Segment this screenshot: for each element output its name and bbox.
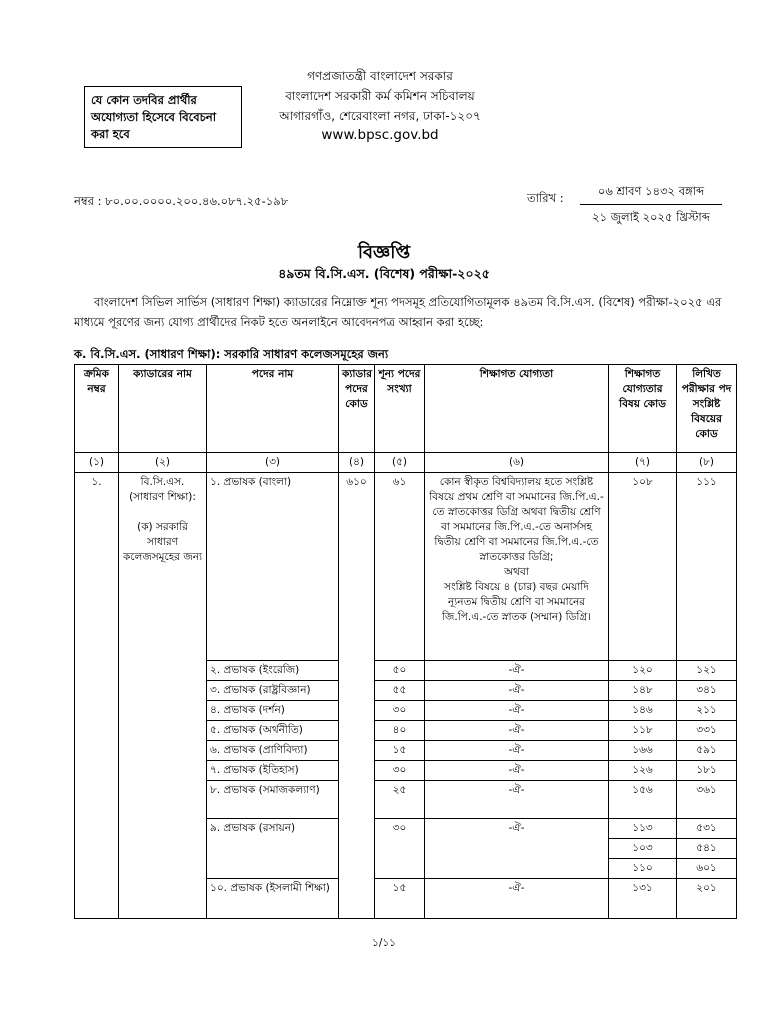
qualification-main: কোন স্বীকৃত বিশ্ববিদ্যালয় হতে সংশ্লিষ্ট বিষয়ে প্রথম শ্রেণি বা সমমানের জি.পি.এ.-তে স্নাতকোত্তর ডিগ্রি অথবা দ্বিতীয় শ্রেণি বা সমমানের জি.পি.এ.-তে অনার্সসহ দ্বিতীয় শ্রেণি বা সমমানের জি.পি.এ.-তে স্নাতকোত্তর ডিগ্রি; [429, 476, 604, 563]
written-code-cell: ৩৪১ [677, 681, 737, 701]
date-english: ২১ জুলাই ২০২৫ খ্রিস্টাব্দ [592, 210, 710, 224]
intro-paragraph: বাংলাদেশ সিভিল সার্ভিস (সাধারণ শিক্ষা) ক্যাডারের নিম্নোক্ত শূন্য পদসমূহ প্রতিযোগিতামূলক ৪৯তম বি.সি.এস. (বিশেষ) পরীক্ষা-২০২৫ এর মাধ্যমে পূরণের জন্য যোগ্য প্রার্থীদের নিকট হতে অনলাইনে আবেদনপত্র আহ্বান করা হচ্ছে: [74, 295, 722, 329]
written-code-cell: ১১১ [677, 473, 737, 661]
header-qualification: শিক্ষাগত যোগ্যতা [425, 365, 609, 453]
written-code-cell: ৫৯১ [677, 741, 737, 761]
qualification-cell: -ঐ- [425, 879, 609, 919]
date-block [580, 183, 722, 228]
edu-code-cell: ১৩১ [609, 879, 677, 919]
edu-code-cell: ১১৩ [609, 819, 677, 839]
written-code-cell: ৩৬১ [677, 781, 737, 819]
edu-code-cell: ১১৮ [609, 721, 677, 741]
written-code-cell: ৬০১ [677, 859, 737, 879]
vacancy-cell: ২৫ [375, 781, 425, 819]
vacancy-cell: ৪০ [375, 721, 425, 741]
post-cell: ৭. প্রভাষক (ইতিহাস) [207, 761, 339, 781]
qualification-or: অথবা [504, 566, 529, 578]
serial-cell: ১. [75, 473, 119, 919]
col-number: (৮) [677, 453, 737, 473]
header-address: আগারগাঁও, শেরেবাংলা নগর, ঢাকা-১২০৭ [279, 109, 481, 123]
vacancy-cell: ১৫ [375, 741, 425, 761]
header-edu-code: শিক্ষাগত যোগ্যতার বিষয় কোড [609, 365, 677, 453]
cadre-code-cell: ৬১০ [339, 473, 375, 919]
qualification-cell: -ঐ- [425, 681, 609, 701]
post-cell: ১. প্রভাষক (বাংলা) [207, 473, 339, 661]
written-code-cell: ১৮১ [677, 761, 737, 781]
page-number: ১/১১ [372, 937, 396, 949]
edu-code-cell: ১৪৬ [609, 701, 677, 721]
memo-number: নম্বর : ৮০.০০.০০০০.২০০.৪৬.০৮৭.২৫-১৯৮ [74, 194, 289, 208]
header-post: পদের নাম [207, 365, 339, 453]
col-number: (৬) [425, 453, 609, 473]
qualification-cell: -ঐ- [425, 701, 609, 721]
edu-code-cell: ১৫৬ [609, 781, 677, 819]
notice-title: বিজ্ঞপ্তি [357, 242, 411, 263]
post-cell: ৫. প্রভাষক (অর্থনীতি) [207, 721, 339, 741]
header-government: গণপ্রজাতন্ত্রী বাংলাদেশ সরকার [307, 69, 453, 83]
cadre-cell [119, 473, 207, 919]
col-number: (১) [75, 453, 119, 473]
header-serial: ক্রমিক নম্বর [75, 365, 119, 453]
col-number: (২) [119, 453, 207, 473]
cadre-sub: (ক) সরকারি সাধারণ কলেজসমূহের জন্য [122, 521, 203, 563]
written-code-cell: ৫৪১ [677, 839, 737, 859]
qualification-cell: -ঐ- [425, 781, 609, 819]
col-number: (৪) [339, 453, 375, 473]
edu-code-cell: ১৪৮ [609, 681, 677, 701]
edu-code-cell: ১০৮ [609, 473, 677, 661]
qualification-alt: সংশ্লিষ্ট বিষয়ে ৪ (চার) বছর মেয়াদি ন্যূনতম দ্বিতীয় শ্রেণি বা সমমানের জি.পি.এ.-তে স্নাতক (সম্মান) ডিগ্রি। [442, 581, 591, 623]
written-code-cell: ২০১ [677, 879, 737, 919]
qualification-cell: -ঐ- [425, 741, 609, 761]
edu-code-cell: ১২৬ [609, 761, 677, 781]
post-cell: ৯. প্রভাষক (রসায়ন) [207, 819, 339, 879]
header-website[interactable]: www.bpsc.gov.bd [321, 127, 439, 143]
vacancy-cell: ৫০ [375, 661, 425, 681]
vacancy-cell: ৩০ [375, 701, 425, 721]
date-label: তারিখ : [527, 191, 564, 205]
qualification-cell: -ঐ- [425, 761, 609, 781]
written-code-cell: ২১১ [677, 701, 737, 721]
header-cadre: ক্যাডারের নাম [119, 365, 207, 453]
post-cell: ১০. প্রভাষক (ইসলামী শিক্ষা) [207, 879, 339, 919]
vacancy-cell: ৩০ [375, 819, 425, 879]
date-bangla: ০৬ শ্রাবণ ১৪৩২ বঙ্গাব্দ [580, 183, 722, 205]
qualification-cell: -ঐ- [425, 819, 609, 879]
edu-code-cell: ১১০ [609, 859, 677, 879]
notice-box: যে কোন তদবির প্রার্থীর অযোগ্যতা হিসেবে বিবেচনা করা হবে [84, 86, 242, 148]
written-code-cell: ১২১ [677, 661, 737, 681]
col-number: (৫) [375, 453, 425, 473]
col-number: (৩) [207, 453, 339, 473]
qualification-cell: -ঐ- [425, 661, 609, 681]
section-title: ক. বি.সি.এস. (সাধারণ শিক্ষা): সরকারি সাধারণ কলেজসমূহের জন্য [74, 347, 389, 361]
notice-subtitle: ৪৯তম বি.সি.এস. (বিশেষ) পরীক্ষা-২০২৫ [278, 266, 490, 281]
post-cell: ৪. প্রভাষক (দর্শন) [207, 701, 339, 721]
qualification-cell: -ঐ- [425, 721, 609, 741]
header-cadre-code: ক্যাডার পদের কোড [339, 365, 375, 453]
qualification-cell [425, 473, 609, 661]
post-cell: ৩. প্রভাষক (রাষ্ট্রবিজ্ঞান) [207, 681, 339, 701]
cadre-name: বি.সি.এস. (সাধারণ শিক্ষা): [129, 476, 196, 503]
header-vacancy: শূন্য পদের সংখ্যা [375, 365, 425, 453]
post-cell: ৮. প্রভাষক (সমাজকল্যাণ) [207, 781, 339, 819]
header-written-code: লিখিত পরীক্ষার পদ সংশ্লিষ্ট বিষয়ের কোড [677, 365, 737, 453]
written-code-cell: ৫৩১ [677, 819, 737, 839]
vacancy-cell: ৬১ [375, 473, 425, 661]
edu-code-cell: ১৬৬ [609, 741, 677, 761]
table-row [75, 473, 737, 661]
edu-code-cell: ১২০ [609, 661, 677, 681]
posts-table [74, 364, 737, 919]
vacancy-cell: ১৫ [375, 879, 425, 919]
vacancy-cell: ৫৫ [375, 681, 425, 701]
post-cell: ২. প্রভাষক (ইংরেজি) [207, 661, 339, 681]
col-number: (৭) [609, 453, 677, 473]
post-cell: ৬. প্রভাষক (প্রাণিবিদ্যা) [207, 741, 339, 761]
vacancy-cell: ৩০ [375, 761, 425, 781]
edu-code-cell: ১০৩ [609, 839, 677, 859]
header-commission: বাংলাদেশ সরকারী কর্ম কমিশন সচিবালয় [285, 89, 475, 103]
written-code-cell: ৩৩১ [677, 721, 737, 741]
